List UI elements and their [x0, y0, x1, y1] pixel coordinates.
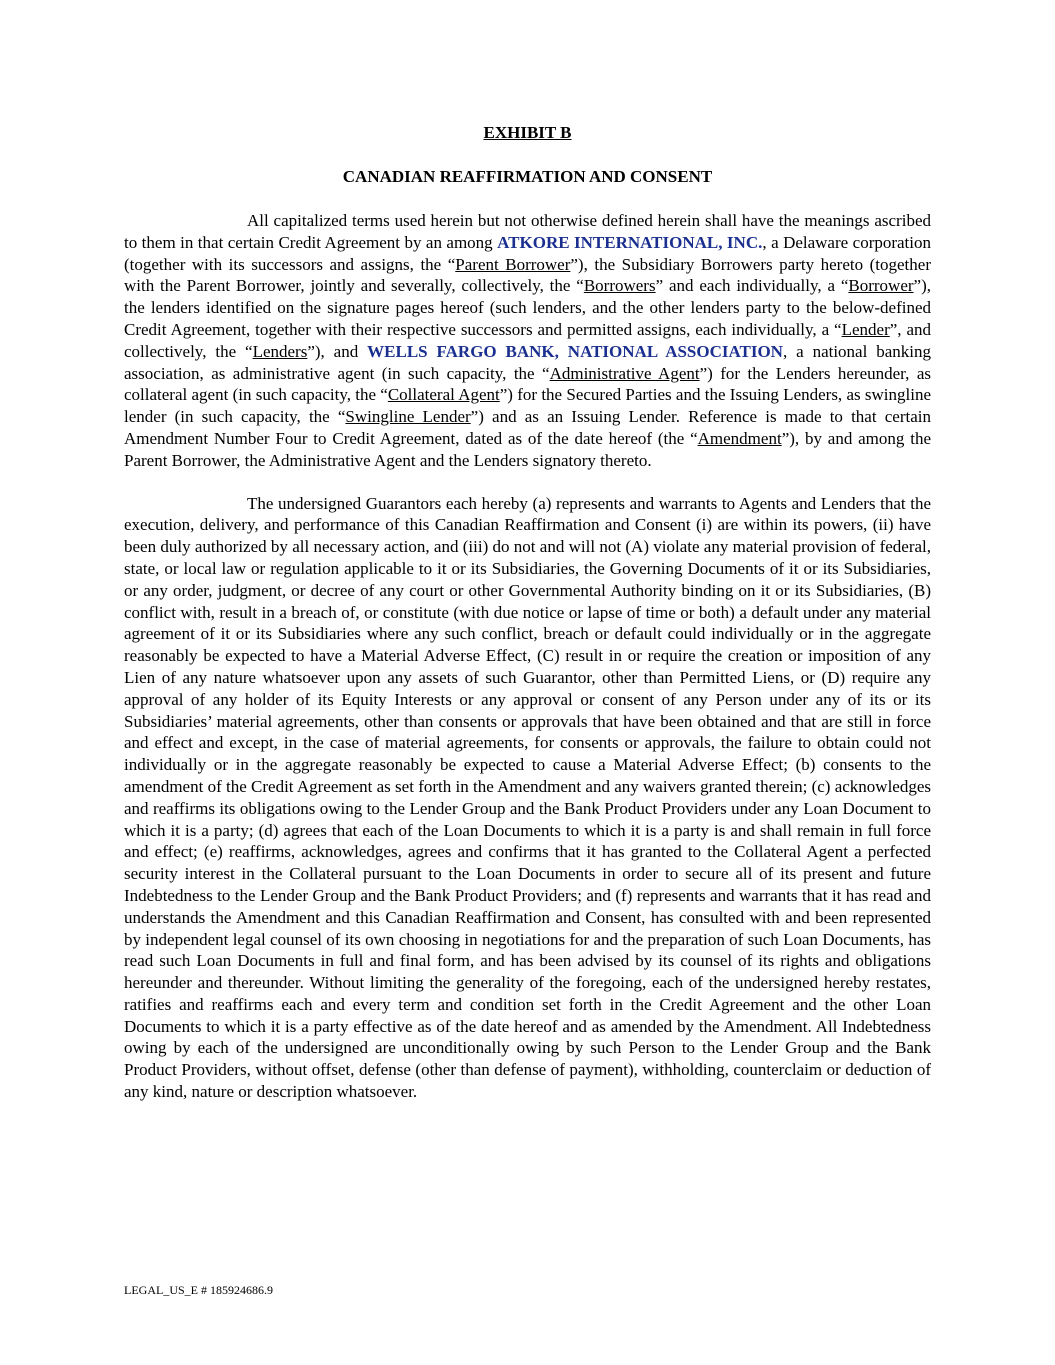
- p1-text-1: All capitalized terms used herein but not otherwise defined herein shall have the meanings ascribed to them in that certain Credit Agreement by an among: [124, 211, 931, 252]
- document-page: [124, 122, 931, 1124]
- p1-text-10: ”) for the Secured Parties and the Issuing Lenders, as swingline lender (in such capacity, the “: [124, 385, 931, 427]
- term-administrative-agent: Administrative Agent: [549, 363, 700, 383]
- term-borrower: Borrower: [848, 276, 914, 296]
- p1-text-3: ”), the Subsidiary Borrowers party hereto (together with the Parent Borrower, jointly and severally, collectively, the “: [124, 254, 931, 296]
- p1-text-9: ”) for the Lenders hereunder, as collateral agent (in such capacity, the “: [124, 363, 931, 405]
- term-lenders: Lenders: [252, 341, 308, 361]
- p1-text-12: ”), by and among the Parent Borrower, the Administrative Agent and the Lenders signatory thereto.: [124, 428, 931, 470]
- document-subtitle: CANADIAN REAFFIRMATION AND CONSENT: [342, 167, 713, 186]
- exhibit-title: EXHIBIT B: [483, 123, 572, 142]
- paragraph-guarantor-representations: The undersigned Guarantors each hereby (a) represents and warrants to Agents and Lenders that the execution, delivery, and performance of this Canadian Reaffirmation and Consent (i) are within its powers, (ii) have been duly authorized by all necessary action, and (iii) do not and will not (A) violate any material provision of federal, state, or local law or regulation applicable to it or its Subsidiaries, the Governing Documents of it or its Subsidiaries, or any order, judgment, or decree of any court or other Governmental Authority binding on it or its Subsidiaries, (B) conflict with, result in a breach of, or constitute (with due notice or lapse of time or both) a default under any material agreement of it or its Subsidiaries where any such conflict, breach or default could individually or in the aggregate reasonably be expected to have a Material Adverse Effect, (C) result in or require the creation or imposition of any Lien of any nature whatsoever upon any assets of such Guarantor, other than Permitted Liens, or (D) require any approval of any holder of its Equity Interests or any approval or consent of any Person under any of its or its Subsidiaries’ material agreements, other than consents or approvals that have been obtained and that are still in force and effect and except, in the case of material agreements, for consents or approvals, the failure to obtain could not individually or in the aggregate reasonably be expected to cause a Material Adverse Effect; (b) consents to the amendment of the Credit Agreement as set forth in the Amendment and any waivers granted therein; (c) acknowledges and reaffirms its obligations owing to the Lender Group and the Bank Product Providers under any Loan Document to which it is a party; (d) agrees that each of the Loan Documents to which it is a party is and shall remain in full force and effect; (e) reaffirms, acknowledges, agrees and confirms that it has granted to the Collateral Agent a perfected security interest in the Collateral pursuant to the Loan Documents in order to secure all of its present and future Indebtedness to the Lender Group and the Bank Product Providers; and (f) represents and warrants that it has read and understands the Amendment and this Canadian Reaffirmation and Consent, has consulted with and been represented by independent legal counsel of its own choosing in negotiations for and the preparation of such Loan Documents, has read such Loan Documents in full and final form, and has been advised by its counsel of its rights and obligations hereunder and thereunder. Without limiting the generality of the foregoing, each of the undersigned hereby restates, ratifies and reaffirms each and every term and condition set forth in the Credit Agreement and the other Loan Documents to which it is a party effective as of the date hereof and as amended by the Amendment. All Indebtedness owing by each of the undersigned are unconditionally owing by such Person to the Lender Group and the Bank Product Providers, without offset, defense (other than defense of payment), withholding, counterclaim or deduction of any kind, nature or description whatsoever.: [124, 493, 931, 1102]
- p1-text-8: , a national banking association, as administrative agent (in such capacity, the “: [124, 341, 931, 383]
- p1-text-4: ” and each individually, a “: [655, 276, 849, 296]
- p1-text-2: , a Delaware corporation (together with its successors and assigns, the “: [124, 232, 932, 274]
- term-parent-borrower: Parent Borrower: [455, 254, 571, 274]
- paragraph-definitions: [124, 210, 931, 472]
- party-wells-fargo: WELLS FARGO BANK, NATIONAL ASSOCIATION: [367, 341, 783, 361]
- term-collateral-agent: Collateral Agent: [387, 385, 500, 405]
- term-lender: Lender: [841, 319, 890, 339]
- p1-text-6: ”, and collectively, the “: [124, 319, 932, 361]
- party-atkore: ATKORE INTERNATIONAL, INC.: [497, 232, 763, 252]
- term-amendment: Amendment: [697, 428, 782, 448]
- document-footer-id: LEGAL_US_E # 185924686.9: [124, 1283, 273, 1297]
- p1-text-11: ”) and as an Issuing Lender. Reference is made to that certain Amendment Number Four to Credit Agreement, dated as of the date hereof (the “: [124, 407, 931, 448]
- term-swingline-lender: Swingline Lender: [345, 407, 471, 427]
- p1-text-5: ”), the lenders identified on the signature pages hereof (such lenders, and the other lenders party to the below-defined Credit Agreement, together with their respective successors and permitted assigns, each individually, a “: [124, 276, 932, 339]
- p1-text-7: ”), and: [307, 341, 368, 361]
- term-borrowers: Borrowers: [583, 276, 656, 296]
